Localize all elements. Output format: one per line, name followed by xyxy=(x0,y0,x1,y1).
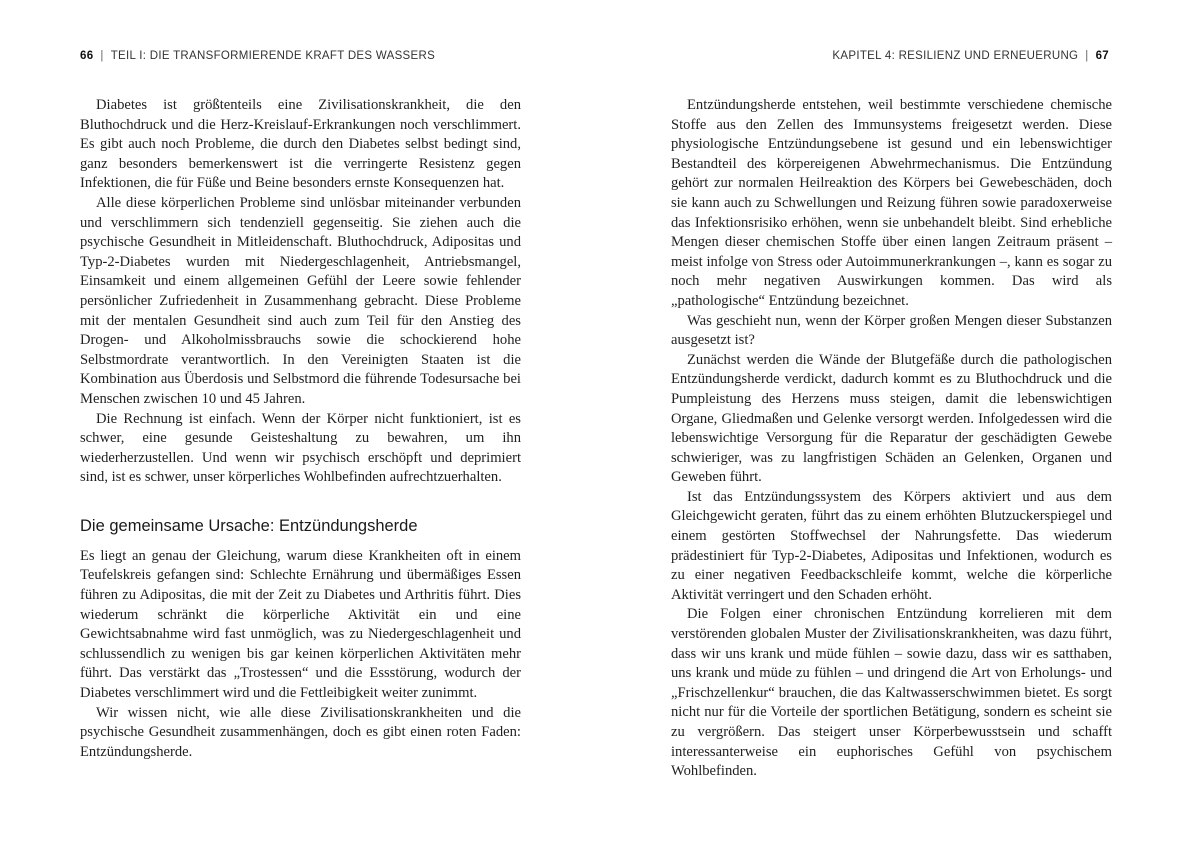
left-page-header xyxy=(80,50,435,62)
right-running-title: KAPITEL 4: RESILIENZ UND ERNEUERUNG xyxy=(832,50,1079,62)
left-running-title: TEIL I: DIE TRANSFORMIERENDE KRAFT DES WASSERS xyxy=(110,50,436,62)
right-page-header xyxy=(832,50,1109,62)
paragraph: Was geschieht nun, wenn der Körper großen Mengen dieser Substanzen ausgesetzt ist? xyxy=(671,312,1112,349)
right-page-number: 67 xyxy=(1095,50,1109,62)
left-page-body xyxy=(80,96,521,762)
left-page-number: 66 xyxy=(80,50,94,62)
right-page xyxy=(596,0,1192,855)
section-subheading: Die gemeinsame Ursache: Entzündungsherde xyxy=(80,516,418,535)
paragraph: Die Folgen einer chronischen Entzündung korrelieren mit dem verstörenden globalen Muster der Zivilisationskrankheiten, was dazu führt, dass wir uns krank und müde fühlen – sowie dazu, dass wir es satthaben, uns krank und müde zu fühlen – und dringend die Art von Erholungs- und „Frischzellenkur“ brauchen, die das Kaltwasserschwimmen bietet. Es sorgt nicht nur für die Vorteile der sportlichen Betätigung, sondern es scheint sie zu vergrößern. Das steigert unser Körperbewusstsein und schafft interessanterweise ein euphorisches Gefühl von psychischem Wohlbefinden. xyxy=(671,606,1112,780)
paragraph: Es liegt an genau der Gleichung, warum diese Krankheiten oft in einem Teufelskreis gefangen sind: Schlechte Ernährung und übermäßiges Essen führen zu Adipositas, die mit der Zeit zu Diabetes und Arthritis führt. Dies wiederum schränkt die körperliche Aktivität ein und eine Gewichtsabnahme wird fast unmöglich, was zu Niedergeschlagenheit und schlussendlich zu wenigen bis gar keinen körperlichen Aktivitäten mehr führt. Das verstärkt das „Trostessen“ und die Essstörung, wodurch der Diabetes verschlimmert wird und die Fettleibigkeit weiter zunimmt. xyxy=(80,547,521,702)
right-page-body xyxy=(671,96,1112,782)
paragraph: Zunächst werden die Wände der Blutgefäße durch die pathologischen Entzündungsherde verdickt, dadurch kommt es zu Bluthochdruck und die Pumpleistung des Herzens muss steigen, damit die lebenswichtigen Organe, Gliedmaßen und Gelenke versorgt werden. Infolgedessen wird die lebenswichtige Versorgung für die Reparatur der geschädigten Gewebe schwieriger, was zu langfristigen Schäden an Gelenken, Organen und Geweben führt. xyxy=(671,351,1112,486)
paragraph: Wir wissen nicht, wie alle diese Zivilisationskrankheiten und die psychische Gesundheit zusammenhängen, doch es gibt einen roten Faden: Entzündungsherde. xyxy=(80,704,521,760)
paragraph: Diabetes ist größtenteils eine Zivilisationskrankheit, die den Bluthochdruck und die Herz-Kreislauf-Erkrankungen noch verschlimmert. Es gibt auch noch Probleme, die durch den Diabetes selbst bedingt sind, ganz besonders bemerkenswert ist die verringerte Resistenz gegen Infektionen, die für Füße und Beine besonders ernste Konsequenzen hat. xyxy=(80,97,521,192)
paragraph: Ist das Entzündungssystem des Körpers aktiviert und aus dem Gleichgewicht geraten, führt das zu einem erhöhten Blutzuckerspiegel und einem gestörten Stoffwechsel der Nahrungsfette. Das wiederum prädestiniert für Typ-2-Diabetes, Adipositas und Infektionen, wodurch es zu einer negativen Feedbackschleife kommt, welche die körperliche Aktivität verringert und den Schaden erhöht. xyxy=(671,488,1112,603)
paragraph: Alle diese körperlichen Probleme sind unlösbar miteinander verbunden und verschlimmern sich tendenziell gegenseitig. Sie ziehen auch die psychische Gesundheit in Mitleidenschaft. Bluthochdruck, Adipositas und Typ-2-Diabetes wurden mit Niedergeschlagenheit, Antriebsmangel, Einsamkeit und einem allgemeinen Gefühl der Leere sowie fehlender persönlicher Zufriedenheit in Zusammenhang gebracht. Diese Probleme mit der mentalen Gesundheit sind auch zum Teil für den Anstieg des Drogen- und Alkoholmissbrauchs sowie die schockierend hohe Selbstmordrate verantwortlich. In den Vereinigten Staaten ist die Kombination aus Überdosis und Selbstmord die führende Todesursache bei Menschen zwischen 10 und 45 Jahren. xyxy=(80,194,521,407)
paragraph: Entzündungsherde entstehen, weil bestimmte verschiedene chemische Stoffe aus den Zellen des Immunsystems freigesetzt werden. Diese physiologische Entzündungsebene ist gesund und ein lebenswichtiger Bestandteil des körpereigenen Abwehrmechanismus. Die Entzündung gehört zur normalen Heilreaktion des Körpers bei Gewebeschäden, doch sie kann auch zu Schwellungen und Reizung führen sowie paradoxerweise das Infektionsrisiko erhöhen, wenn sie unbehandelt bleibt. Sind erhebliche Mengen dieser chemischen Stoffe über einen langen Zeitraum präsent – meist infolge von Stress oder Autoimmunerkrankungen –, kann es sogar zu noch mehr negativen Auswirkungen kommen. Das wird als „pathologische“ Entzündung bezeichnet. xyxy=(671,97,1112,309)
paragraph: Die Rechnung ist einfach. Wenn der Körper nicht funktioniert, ist es schwer, eine gesunde Geisteshaltung zu bewahren, um ihn wiederherzustellen. Und wenn wir psychisch erschöpft und deprimiert sind, ist es schwer, unser körperliches Wohlbefinden aufrechtzuerhalten. xyxy=(80,410,521,486)
header-separator: | xyxy=(1085,50,1089,62)
header-separator: | xyxy=(100,50,104,62)
